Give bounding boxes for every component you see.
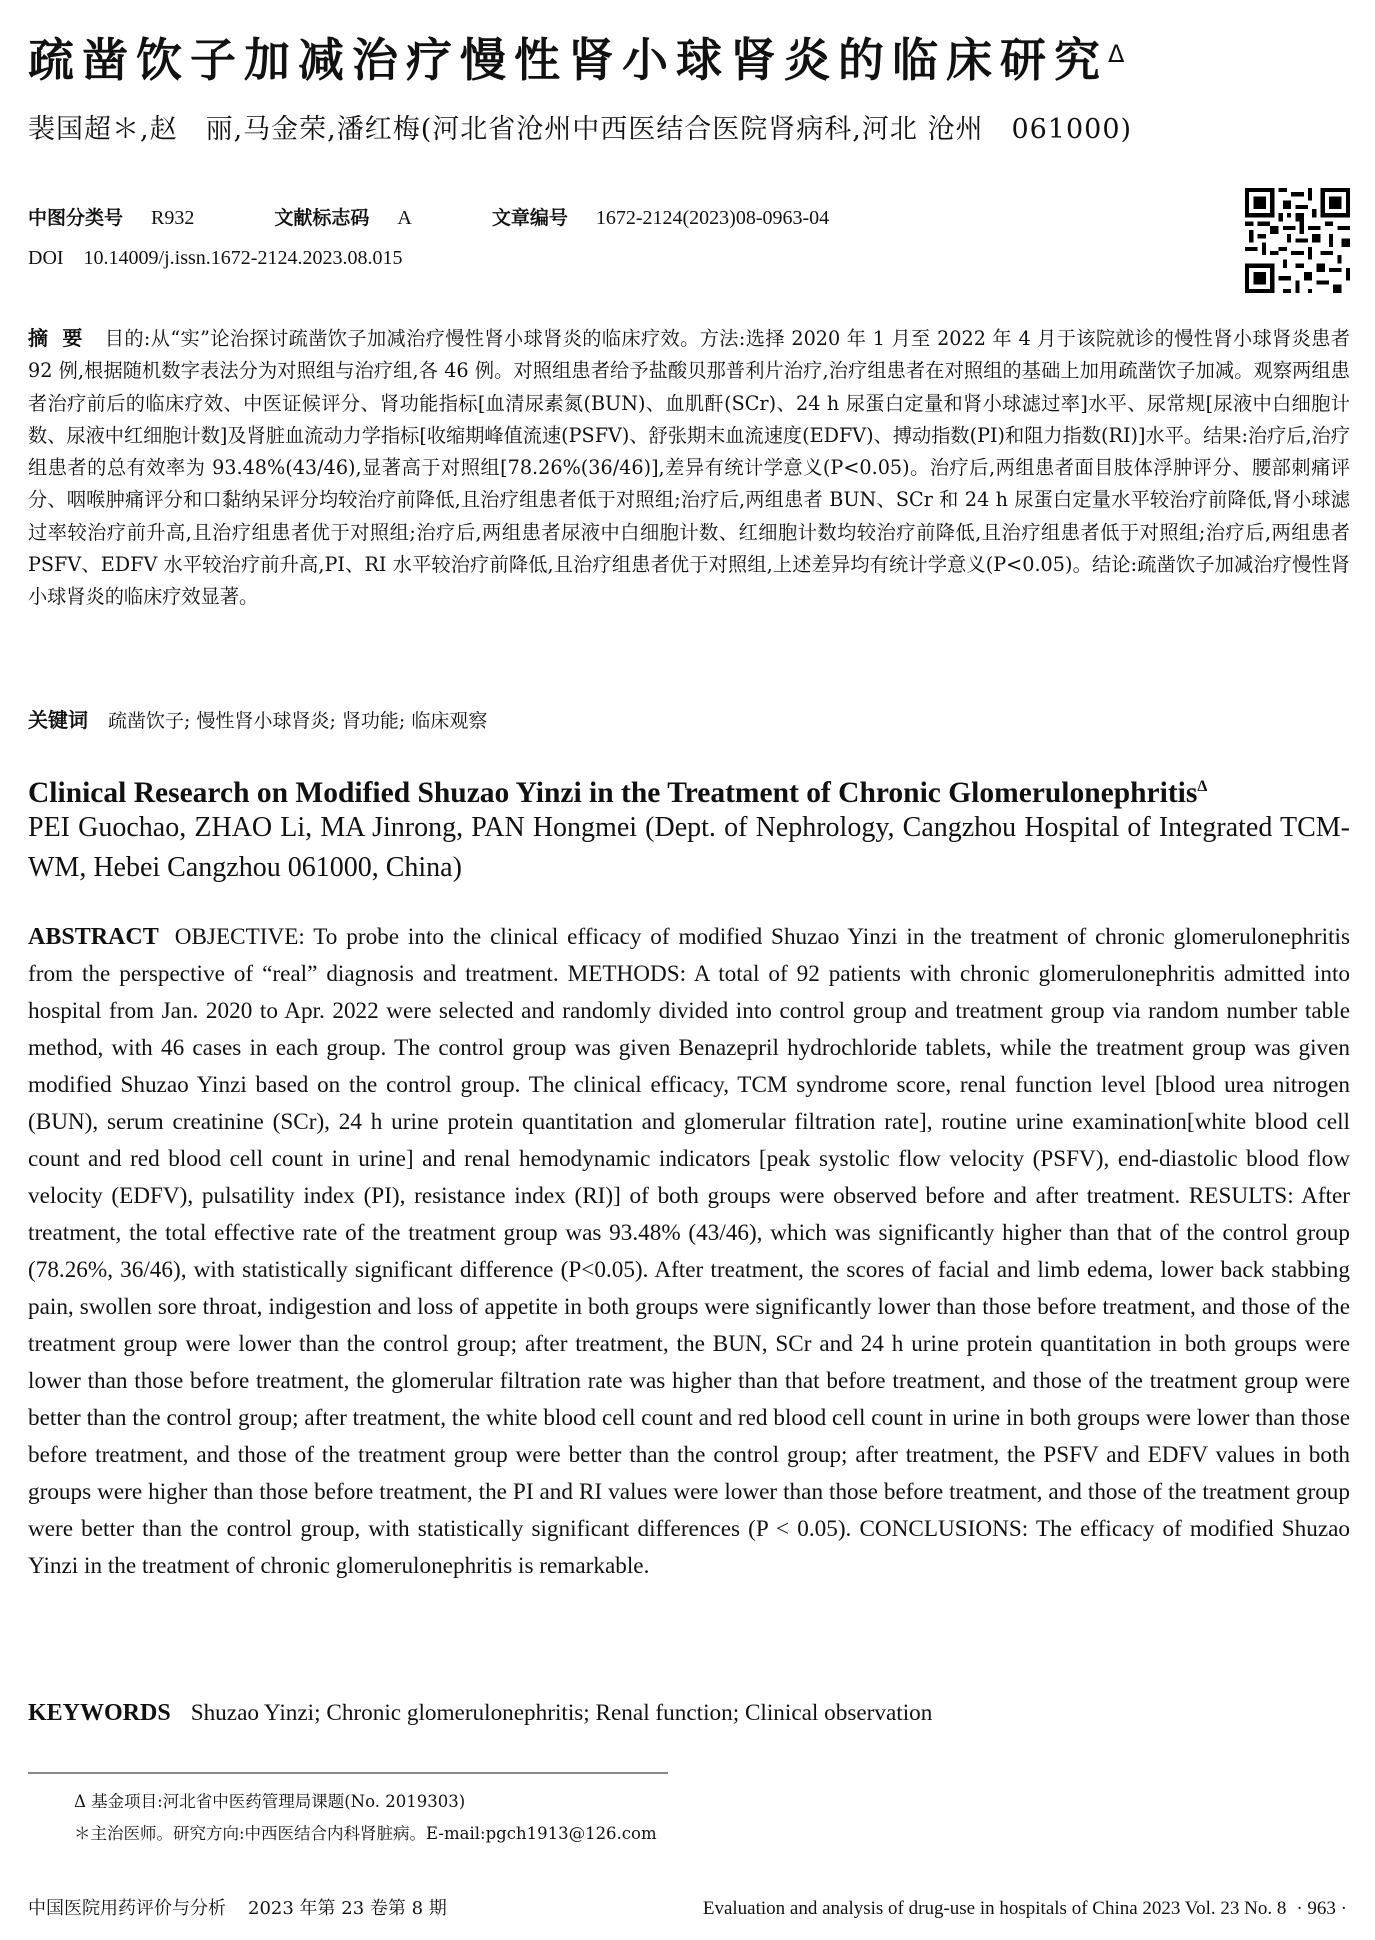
article-no-value: 1672-2124(2023)08-0963-04 — [595, 207, 830, 229]
footnote-funding: Δ 基金项目:河北省中医药管理局课题(No. 2019303) — [74, 1792, 466, 1811]
classification-row — [28, 204, 829, 232]
clc-label: 中图分类号 — [28, 207, 124, 229]
doi-label: DOI — [28, 247, 64, 269]
clc-value: R932 — [151, 207, 195, 229]
doc-code-value: A — [397, 207, 412, 229]
abstract-en-text: OBJECTIVE: To probe into the clinical efficacy of modified Shuzao Yinzi in the treatment of chronic glomerulonephritis from the perspective of “real” diagnosis and treatment. METHODS: A total of 92 patients with chronic glomerulonephritis admitted into hospital from Jan. 2020 to Apr. 2022 were selected and randomly divided into control group and treatment group via random number table method, with 46 cases in each group. The control group was given Benazepril hydrochloride tablets, while the treatment group was given modified Shuzao Yinzi based on the control group. The clinical efficacy, TCM syndrome score, renal function level [blood urea nitrogen (BUN), serum creatinine (SCr), 24 h urine protein quantitation and glomerular filtration rate], routine urine examination[white blood cell count and red blood cell count in urine] and renal hemodynamic indicators [peak systolic flow velocity (PSFV), end-diastolic blood flow velocity (EDFV), pulsatility index (PI), resistance index (RI)] of both groups were observed before and after treatment. RESULTS: After treatment, the total effective rate of the treatment group was 93.48% (43/46), which was significantly higher than that of the control group (78.26%, 36/46), with statistically significant difference (P<0.05). After treatment, the scores of facial and limb edema, lower back stabbing pain, swollen sore throat, indigestion and loss of appetite in both groups were significantly lower than those before treatment, and those of the treatment group were lower than the control group; after treatment, the BUN, SCr and 24 h urine protein quantitation in both groups were lower than those before treatment, the glomerular filtration rate was higher than that before treatment, and those of the treatment group were better than the control group; after treatment, the white blood cell count and red blood cell count in urine in both groups were lower than those before treatment, and those of the treatment group were better than the control group; after treatment, the PSFV and EDFV values in both groups were higher than those before treatment, the PI and RI values were lower than those before treatment, and those of the treatment group were better than the control group, with statistically significant differences (P < 0.05). CONCLUSIONS: The efficacy of modified Shuzao Yinzi in the treatment of chronic glomerulonephritis is remarkable. — [28, 924, 1350, 1579]
abstract-cn-text: 目的:从“实”论治探讨疏凿饮子加减治疗慢性肾小球肾炎的临床疗效。方法:选择 2020 年 1 月至 2022 年 4 月于该院就诊的慢性肾小球肾炎患者 92 例,根据随机数字表法分为对照组与治疗组,各 46 例。对照组患者给予盐酸贝那普利片治疗,治疗组患者在对照组的基础上加用疏凿饮子加减。观察两组患者治疗前后的临床疗效、中医证候评分、肾功能指标[血清尿素氮(BUN)、血肌酐(SCr)、24 h 尿蛋白定量和肾小球滤过率]水平、尿常规[尿液中白细胞计数、尿液中红细胞计数]及肾脏血流动力学指标[收缩期峰值流速(PSFV)、舒张期末血流速度(EDFV)、搏动指数(PI)和阻力指数(RI)]水平。结果:治疗后,治疗组患者的总有效率为 93.48%(43/46),显著高于对照组[78.26%(36/46)],差异有统计学意义(P<0.05)。治疗后,两组患者面目肢体浮肿评分、腰部刺痛评分、咽喉肿痛评分和口黏纳呆评分均较治疗前降低,且治疗组患者低于对照组;治疗后,两组患者 BUN、SCr 和 24 h 尿蛋白定量水平较治疗前降低,肾小球滤过率较治疗前升高,且治疗组患者优于对照组;治疗后,两组患者尿液中白细胞计数、红细胞计数均较治疗前降低,且治疗组患者低于对照组;治疗后,两组患者 PSFV、EDFV 水平较治疗前升高,PI、RI 水平较治疗前降低,且治疗组患者优于对照组,上述差异均有统计学意义(P<0.05)。结论:疏凿饮子加减治疗慢性肾小球肾炎的临床疗效显著。 — [28, 327, 1350, 609]
doi-value[interactable]: 10.14009/j.issn.1672-2124.2023.08.015 — [83, 247, 403, 269]
footer-journal-cn — [28, 1896, 447, 1922]
keywords-cn-label: 关键词 — [28, 708, 88, 732]
article-no-label: 文章编号 — [491, 207, 568, 229]
article-title-cn — [28, 30, 1358, 90]
journal-name-en: Evaluation and analysis of drug-use in hospitals of China 2023 Vol. 23 No. 8 — [702, 1898, 1287, 1919]
title-en-text: Clinical Research on Modified Shuzao Yinzi in the Treatment of Chronic Glomerulonephritis — [28, 776, 1198, 809]
keywords-en-label: KEYWORDS — [28, 1700, 171, 1726]
title-cn-text: 疏凿饮子加减治疗慢性肾小球肾炎的临床研究 — [28, 33, 1108, 87]
article-title-en — [28, 768, 1207, 812]
abstract-cn — [28, 322, 1350, 614]
journal-name-cn: 中国医院用药评价与分析 — [28, 1898, 226, 1919]
doc-code-label: 文献标志码 — [274, 207, 370, 229]
footnote-divider — [28, 1772, 668, 1774]
qr-code-icon — [1245, 188, 1350, 293]
keywords-en-text: Shuzao Yinzi; Chronic glomerulonephritis; Renal function; Clinical observation — [190, 1700, 933, 1726]
footer-journal-en — [703, 1896, 1347, 1922]
issue-cn: 2023 年第 23 卷第 8 期 — [248, 1898, 447, 1919]
keywords-cn-text: 疏凿饮子; 慢性肾小球肾炎; 肾功能; 临床观察 — [108, 710, 488, 732]
page-number: · 963 · — [1296, 1898, 1347, 1919]
funding-mark: Δ — [1108, 40, 1125, 68]
abstract-en-label: ABSTRACT — [28, 924, 159, 950]
authors-en: PEI Guochao, ZHAO Li, MA Jinrong, PAN Hongmei (Dept. of Nephrology, Cangzhou Hospital of Integrated TCM-WM, Hebei Cangzhou 061000, China) — [28, 812, 1350, 883]
keywords-cn — [28, 705, 487, 736]
footnote-corresponding-author: ＊主治医师。研究方向:中西医结合内科肾脏病。E-mail:pgch1913@126.com — [74, 1824, 657, 1843]
funding-mark-en: Δ — [1197, 778, 1208, 795]
doi-row — [28, 244, 402, 272]
abstract-en — [28, 919, 1350, 1585]
abstract-cn-label: 摘要 — [28, 326, 97, 350]
authors-cn: 裴国超＊,赵 丽,马金荣,潘红梅(河北省沧州中西医结合医院肾病科,河北 沧州 061000) — [28, 114, 1133, 145]
keywords-en — [28, 1696, 932, 1730]
